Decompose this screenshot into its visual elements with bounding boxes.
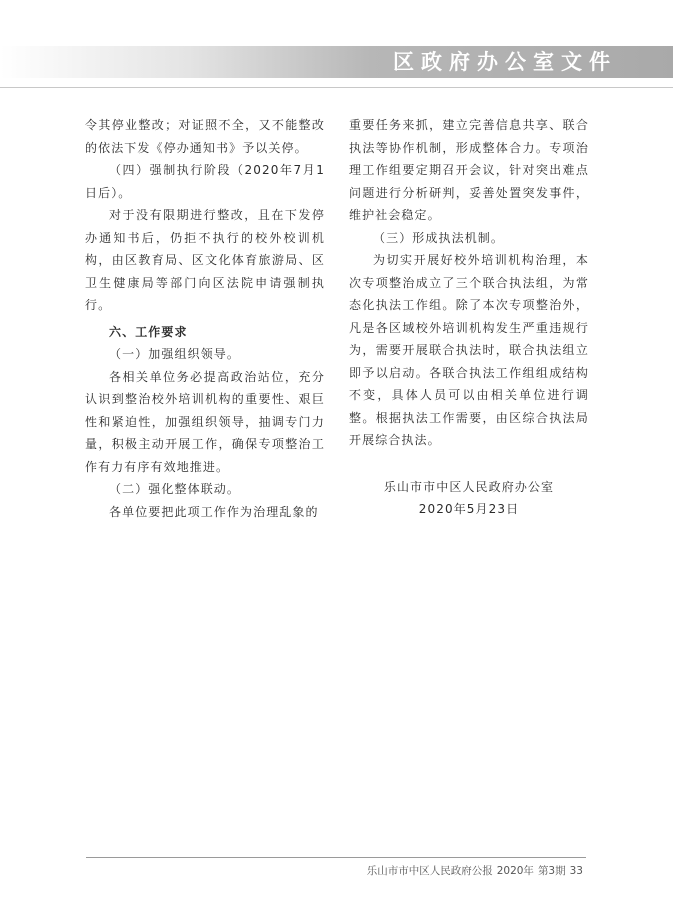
paragraph: 为切实开展好校外培训机构治理，本次专项整治成立了三个联合执法组，为常态化执法工作组。除了本次专项整治外，凡是各区域校外培训机构发生严重违规行为，需要开展联合执法时，联合执法组立即予以启动。各联合执法工作组组成结构不变，具体人员可以由相关单位进行调整。根据执法工作需要，由区综合执法局开展综合执法。 <box>349 253 589 447</box>
subheading: （三）形成执法机制。 <box>373 230 505 245</box>
subheading: （四）强制执行阶段（2020年7月1日后）。 <box>85 163 325 200</box>
page-number: 33 <box>569 865 583 877</box>
paragraph: 各相关单位务必提高政治站位，充分认识到整治校外培训机构的重要性、艰巨性和紧迫性，加强组织领导，抽调专门力量，积极主动开展工作，确保专项整治工作有力有序有效地推进。 <box>85 369 325 474</box>
footer-issue: 第3期 <box>537 865 566 877</box>
signature-org: 乐山市市中区人民政府办公室 <box>383 479 555 494</box>
subheading: （一）加强组织领导。 <box>109 347 241 361</box>
header-banner <box>0 46 673 78</box>
footer-year: 2020年 <box>496 865 534 877</box>
section-heading: 六、工作要求 <box>109 324 188 339</box>
paragraph: 各单位要把此项工作作为治理乱象的 <box>109 504 319 519</box>
left-column <box>85 114 325 523</box>
footer-publication: 乐山市市中区人民政府公报 <box>366 865 493 877</box>
header-title: 区政府办公室文件 <box>393 50 617 74</box>
footer-rule <box>86 857 586 858</box>
subheading: （二）强化整体联动。 <box>109 482 241 496</box>
paragraph: 重要任务来抓，建立完善信息共享、联合执法等协作机制，形成整体合力。专项治理工作组要定期召开会议，针对突出难点问题进行分析研判，妥善处置突发事件，维护社会稳定。 <box>349 118 589 222</box>
right-column <box>349 114 589 521</box>
paragraph: 对于没有限期进行整改，且在下发停办通知书后，仍拒不执行的校外校训机构，由区教育局、区文化体育旅游局、区卫生健康局等部门向区法院申请强制执行。 <box>85 208 325 312</box>
header-rule <box>0 87 673 88</box>
footer <box>363 863 583 878</box>
paragraph: 令其停业整改；对证照不全，又不能整改的依法下发《停办通知书》予以关停。 <box>85 118 325 155</box>
signature-date: 2020年5月23日 <box>418 502 520 516</box>
